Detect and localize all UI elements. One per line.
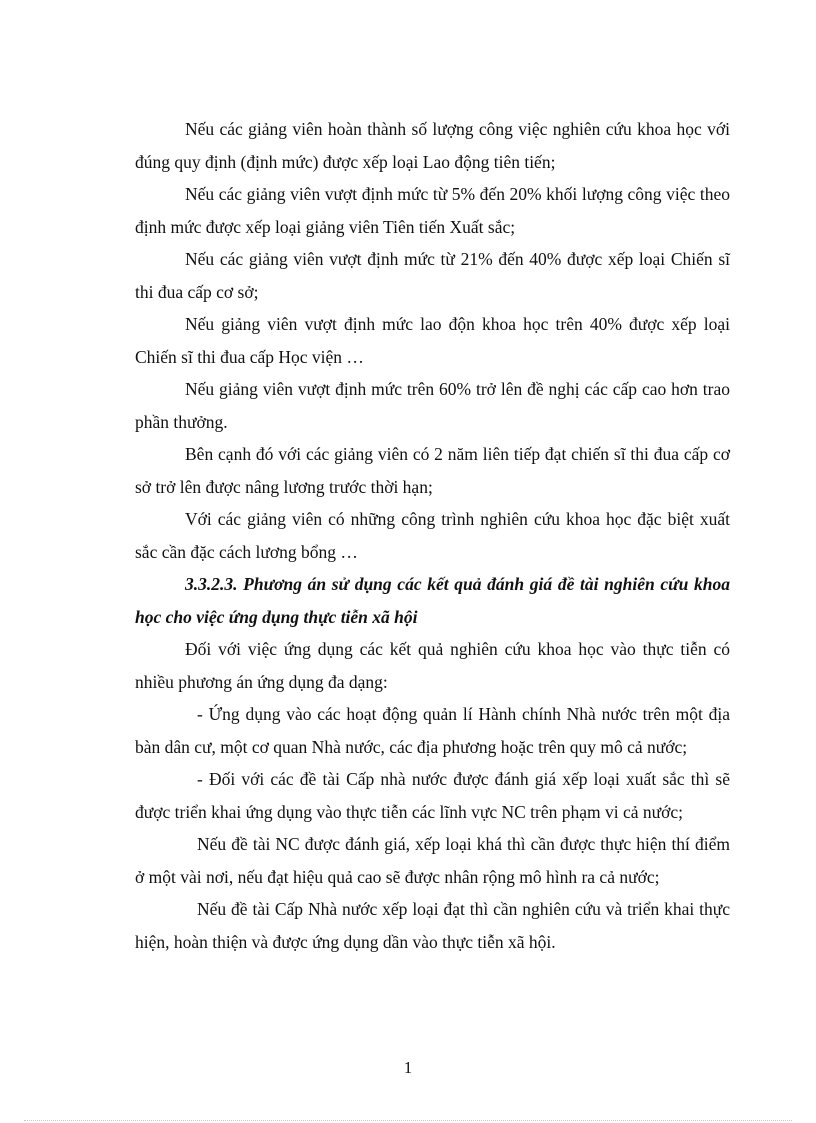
page-footer-divider xyxy=(24,1120,792,1121)
paragraph-6: Bên cạnh đó với các giảng viên có 2 năm liên tiếp đạt chiến sĩ thi đua cấp cơ sở trở lên được nâng lương trước thời hạn; xyxy=(135,444,730,497)
paragraph-9: Nếu đề tài NC được đánh giá, xếp loại khá thì cần được thực hiện thí điểm ở một vài nơi, nếu đạt hiệu quả cao sẽ được nhân rộng mô hình ra cả nước; xyxy=(135,834,730,887)
body-text xyxy=(135,113,730,958)
paragraph-2: Nếu các giảng viên vượt định mức từ 5% đến 20% khối lượng công việc theo định mức được xếp loại giảng viên Tiên tiến Xuất sắc; xyxy=(135,184,730,237)
paragraph-3: Nếu các giảng viên vượt định mức từ 21% đến 40% được xếp loại Chiến sĩ thi đua cấp cơ sở; xyxy=(135,249,730,302)
bullet-item-1: - Ứng dụng vào các hoạt động quản lí Hành chính Nhà nước trên một địa bàn dân cư, một cơ quan Nhà nước, các địa phương hoặc trên quy mô cả nước; xyxy=(135,704,730,757)
section-heading: 3.3.2.3. Phương án sử dụng các kết quả đánh giá đề tài nghiên cứu khoa học cho việc ứng dụng thực tiễn xã hội xyxy=(135,574,730,627)
paragraph-10: Nếu đề tài Cấp Nhà nước xếp loại đạt thì cần nghiên cứu và triển khai thực hiện, hoàn thiện và được ứng dụng dần vào thực tiễn xã hội. xyxy=(135,899,730,952)
bullet-item-2: - Đối với các đề tài Cấp nhà nước được đánh giá xếp loại xuất sắc thì sẽ được triển khai ứng dụng vào thực tiễn các lĩnh vực NC trên phạm vi cả nước; xyxy=(135,769,730,822)
paragraph-7: Với các giảng viên có những công trình nghiên cứu khoa học đặc biệt xuất sắc cần đặc cách lương bổng … xyxy=(135,509,730,562)
page-number: 1 xyxy=(403,1058,413,1077)
paragraph-1: Nếu các giảng viên hoàn thành số lượng công việc nghiên cứu khoa học với đúng quy định (định mức) được xếp loại Lao động tiên tiến; xyxy=(135,119,730,172)
paragraph-5: Nếu giảng viên vượt định mức trên 60% trở lên đề nghị các cấp cao hơn trao phần thưởng. xyxy=(135,379,730,432)
paragraph-8: Đối với việc ứng dụng các kết quả nghiên cứu khoa học vào thực tiễn có nhiều phương án ứng dụng đa dạng: xyxy=(135,639,730,692)
paragraph-4: Nếu giảng viên vượt định mức lao độn khoa học trên 40% được xếp loại Chiến sĩ thi đua cấp Học viện … xyxy=(135,314,730,367)
